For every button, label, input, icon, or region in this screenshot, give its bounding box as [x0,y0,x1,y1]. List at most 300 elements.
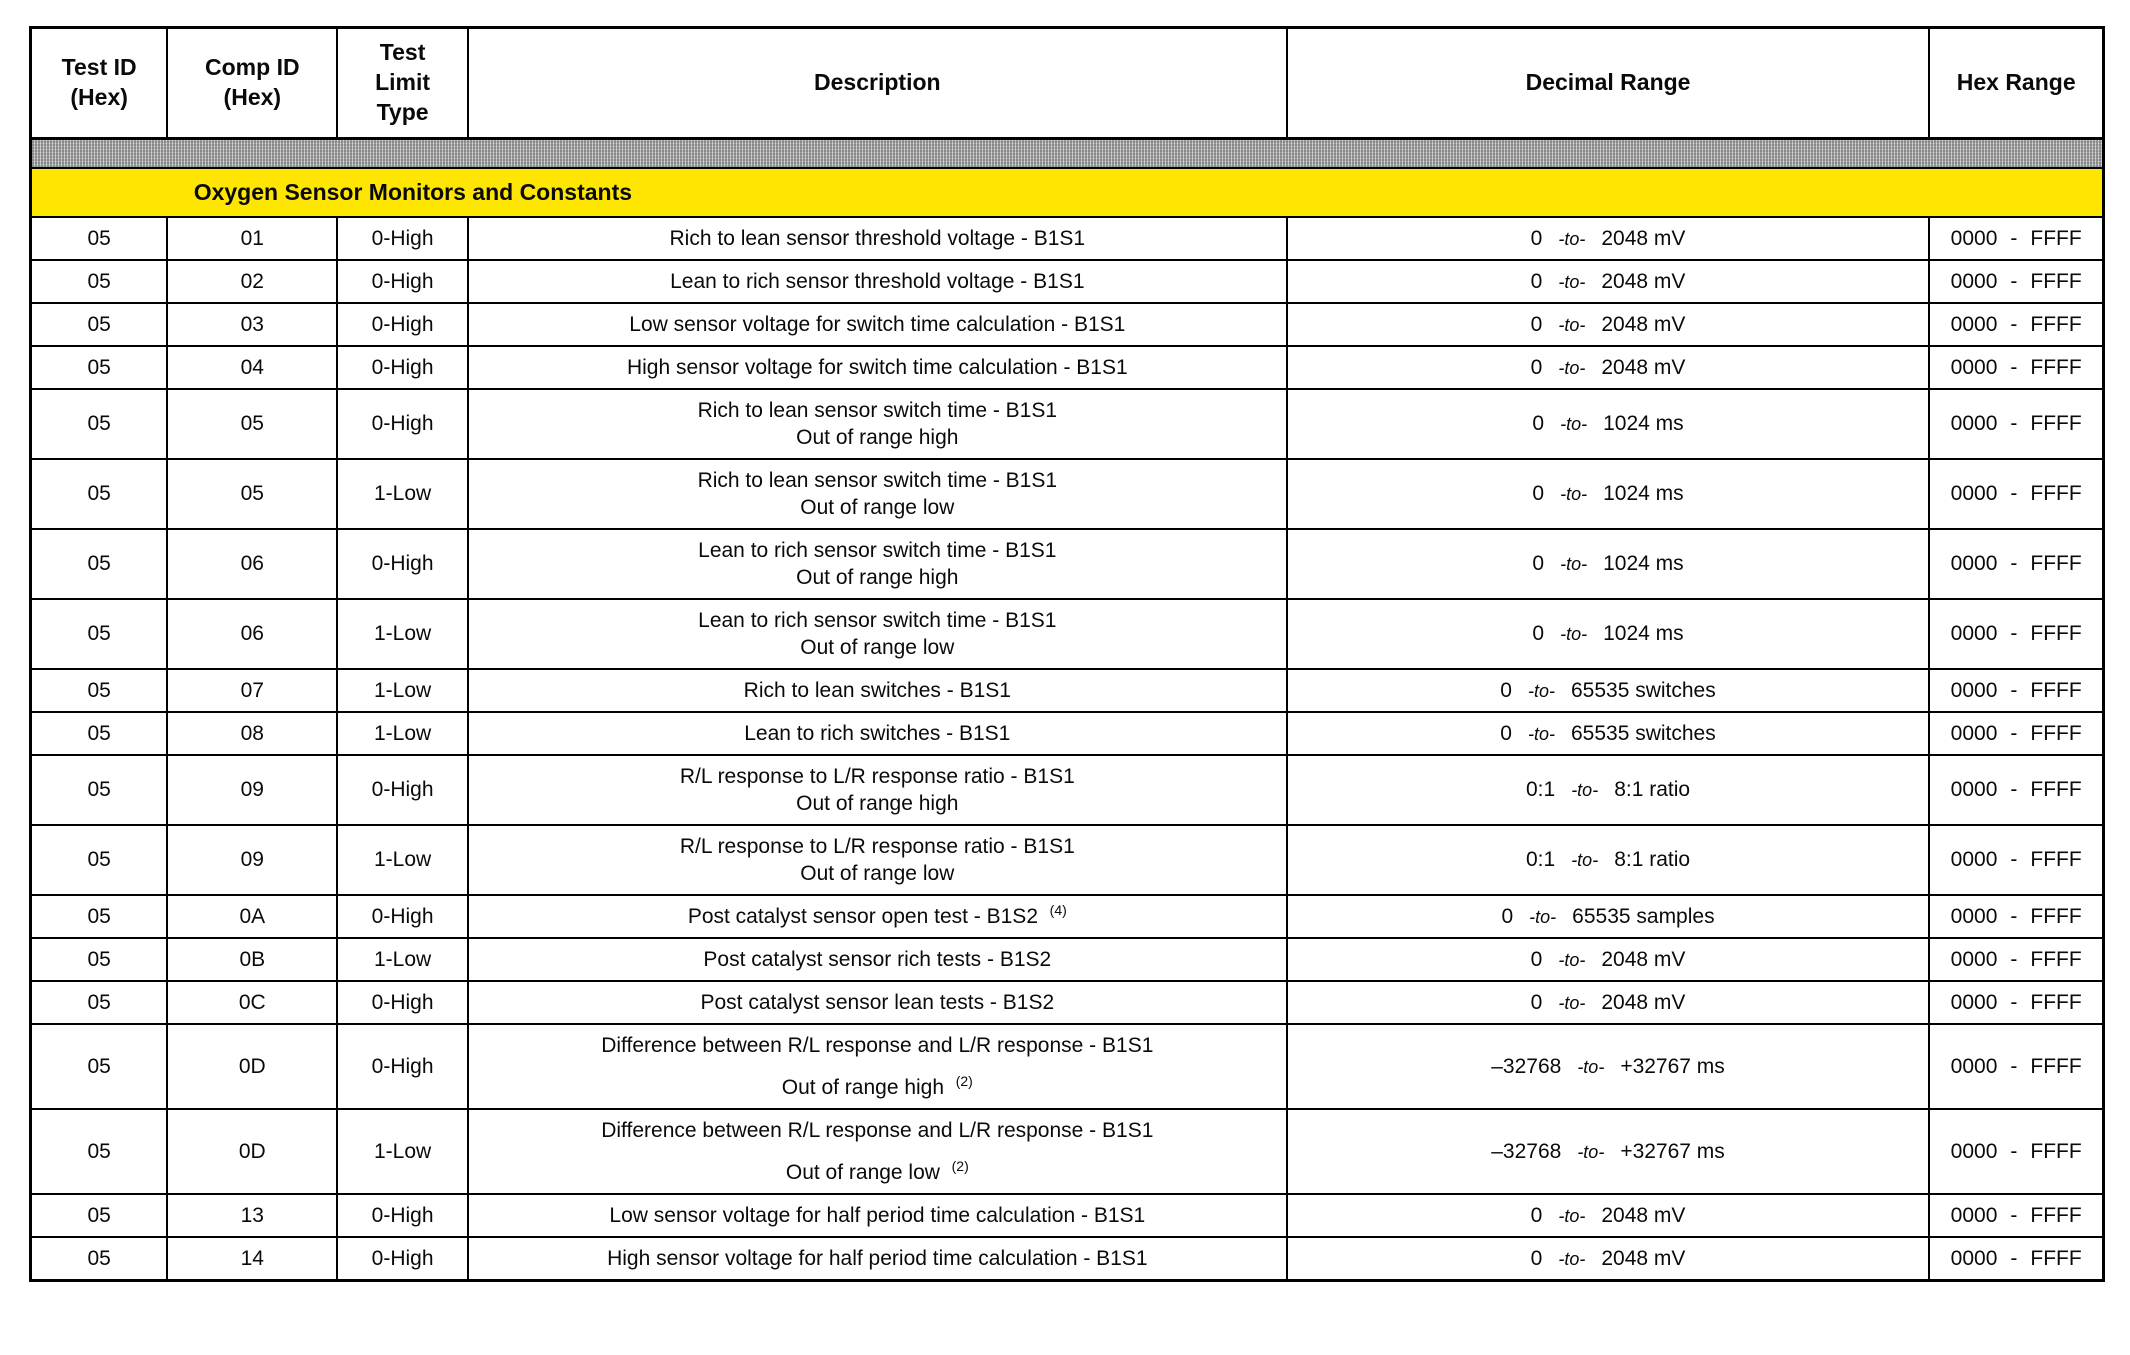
hex-range-cell [1929,1109,2103,1194]
description-text: Post catalyst sensor open test - B1S2 [687,905,1038,929]
test-id-cell: 05 [31,825,168,895]
decimal-to: 1024 ms [1603,412,1684,436]
hex-range-group [1934,270,2098,294]
decimal-range-cell [1287,459,1930,529]
table-row [31,260,2104,303]
limit-type-cell: 0-High [337,389,468,459]
description-text: R/L response to L/R response ratio - B1S1 [679,835,1075,859]
description-text: Lean to rich sensor switch time - B1S1 [698,609,1057,633]
table-row [31,938,2104,981]
comp-id-cell: 09 [167,755,337,825]
hex-separator: - [2010,947,2018,971]
decimal-to: 8:1 ratio [1614,848,1691,872]
comp-id-cell: 05 [167,389,337,459]
description-line [479,1032,1276,1059]
column-header-line: Decimal Range [1525,68,1691,95]
column-header-line: Limit [375,68,431,95]
test-id-cell: 05 [31,260,168,303]
decimal-range-cell [1287,599,1930,669]
hex-to: FFFF [2030,269,2082,293]
hex-range-cell [1929,1024,2103,1109]
hex-range-cell [1929,389,2103,459]
description-line [479,225,1276,252]
hex-from: 0000 [1950,269,1998,293]
comp-id-cell: 01 [167,217,337,260]
description-cell [468,303,1287,346]
column-header [337,28,468,139]
hex-separator: - [2010,904,2018,928]
description-cell [468,599,1287,669]
decimal-range-group [1292,679,1925,703]
table-body [31,138,2104,1281]
table-row [31,825,2104,895]
to-label: -to- [1577,1056,1605,1077]
decimal-range-cell [1287,712,1930,755]
description-line [479,311,1276,338]
comp-id-cell: 06 [167,529,337,599]
hex-range-cell [1929,938,2103,981]
description-line [479,677,1276,704]
to-label: -to- [1571,780,1599,801]
limit-type-cell: 0-High [337,303,468,346]
hex-range-group [1934,722,2098,746]
description-cell [468,669,1287,712]
to-label: -to- [1560,554,1588,575]
comp-id-cell: 14 [167,1237,337,1281]
table-row [31,389,2104,459]
hex-from: 0000 [1950,355,1998,379]
decimal-from: –32768 [1491,1139,1562,1163]
decimal-range-cell [1287,669,1930,712]
hex-separator: - [2010,312,2018,336]
comp-id-cell: 0D [167,1024,337,1109]
hex-separator: - [2010,355,2018,379]
hex-separator: - [2010,848,2018,872]
column-header-line: Description [814,68,941,95]
description-line [479,833,1276,860]
hex-to: FFFF [2030,848,2082,872]
description-cell [468,217,1287,260]
description-text: Out of range high [796,426,959,450]
description-line [479,903,1276,930]
decimal-to: 2048 mV [1601,312,1686,336]
description-text: Rich to lean switches - B1S1 [743,679,1011,703]
column-header-line: Test [379,39,426,65]
test-id-cell: 05 [31,1237,168,1281]
hex-range-group [1934,622,2098,646]
comp-id-cell: 06 [167,599,337,669]
column-header-line: Type [376,98,429,125]
description-text: Lean to rich sensor switch time - B1S1 [698,539,1057,563]
hex-from: 0000 [1950,622,1998,646]
description-cell [468,260,1287,303]
test-id-cell: 05 [31,529,168,599]
limit-type-cell: 0-High [337,217,468,260]
description-line [479,860,1276,887]
hex-range-group [1934,227,2098,251]
hex-from: 0000 [1950,1054,1998,1078]
decimal-from: 0 [1530,1246,1543,1270]
decimal-to: 2048 mV [1601,990,1686,1014]
decimal-range-group [1292,412,1925,436]
footnote-marker: (2) [955,1073,973,1090]
limit-type-cell: 0-High [337,260,468,303]
table-row [31,599,2104,669]
decimal-range-cell [1287,895,1930,938]
hex-to: FFFF [2030,721,2082,745]
decimal-to: 2048 mV [1601,269,1686,293]
hex-range-group [1934,552,2098,576]
decimal-to: 8:1 ratio [1614,778,1691,802]
description-text: Out of range high [796,792,959,816]
decimal-to: 65535 samples [1572,904,1715,928]
hex-range-group [1934,482,2098,506]
test-id-cell: 05 [31,981,168,1024]
description-cell [468,712,1287,755]
description-text: Rich to lean sensor threshold voltage - B1S1 [669,227,1086,251]
test-id-cell: 05 [31,303,168,346]
hex-range-cell [1929,825,2103,895]
description-cell [468,1237,1287,1281]
hex-separator: - [2010,721,2018,745]
table-row [31,669,2104,712]
to-label: -to- [1558,1205,1586,1226]
description-line [479,946,1276,973]
description-text: Low sensor voltage for switch time calculation - B1S1 [629,313,1126,337]
decimal-to: +32767 ms [1620,1054,1725,1078]
limit-type-cell: 0-High [337,1194,468,1237]
comp-id-cell: 07 [167,669,337,712]
hex-from: 0000 [1950,947,1998,971]
comp-id-cell: 0C [167,981,337,1024]
decimal-from: 0 [1530,990,1543,1014]
description-text: Out of range low [785,1161,940,1185]
description-text: Rich to lean sensor switch time - B1S1 [697,399,1058,423]
column-header [31,28,168,139]
hex-separator: - [2010,1203,2018,1227]
limit-type-cell: 0-High [337,755,468,825]
decimal-to: 2048 mV [1601,1246,1686,1270]
to-label: -to- [1560,624,1588,645]
decimal-range-cell [1287,389,1930,459]
hex-separator: - [2010,552,2018,576]
hex-to: FFFF [2030,482,2082,506]
hex-separator: - [2010,226,2018,250]
to-label: -to- [1558,949,1586,970]
hex-separator: - [2010,778,2018,802]
column-header [1929,28,2103,139]
decimal-range-cell [1287,938,1930,981]
description-text: Post catalyst sensor lean tests - B1S2 [700,991,1055,1015]
hex-to: FFFF [2030,312,2082,336]
section-title: Oxygen Sensor Monitors and Constants [31,168,2104,217]
header-row [31,28,2104,139]
to-label: -to- [1558,228,1586,249]
to-label: -to- [1529,906,1557,927]
description-text: Difference between R/L response and L/R response - B1S1 [601,1034,1154,1058]
hex-to: FFFF [2030,552,2082,576]
description-text: Post catalyst sensor rich tests - B1S2 [703,948,1052,972]
decimal-from: 0 [1530,947,1543,971]
decimal-range-group [1292,552,1925,576]
decimal-from: 0 [1532,412,1545,436]
description-text: Out of range high [796,566,959,590]
description-line [479,790,1276,817]
to-label: -to- [1558,357,1586,378]
table-header [31,28,2104,139]
decimal-range-group [1292,270,1925,294]
to-label: -to- [1527,723,1555,744]
table-row [31,895,2104,938]
hex-range-group [1934,991,2098,1015]
description-line [479,607,1276,634]
description-text: Out of range low [800,496,955,520]
decimal-from: 0 [1532,622,1545,646]
table-row [31,1237,2104,1281]
hex-from: 0000 [1950,904,1998,928]
description-cell [468,529,1287,599]
hex-range-cell [1929,755,2103,825]
description-text: Low sensor voltage for half period time calculation - B1S1 [609,1204,1146,1228]
decimal-range-group [1292,1140,1925,1164]
limit-type-cell: 1-Low [337,712,468,755]
limit-type-cell: 0-High [337,346,468,389]
test-id-cell: 05 [31,217,168,260]
comp-id-cell: 04 [167,346,337,389]
decimal-range-group [1292,991,1925,1015]
to-label: -to- [1558,992,1586,1013]
decimal-range-group [1292,622,1925,646]
description-line [479,494,1276,521]
decimal-range-group [1292,948,1925,972]
hex-from: 0000 [1950,412,1998,436]
hex-separator: - [2010,678,2018,702]
decimal-to: +32767 ms [1620,1139,1725,1163]
footnote-marker: (4) [1049,902,1067,919]
hex-range-cell [1929,1194,2103,1237]
test-id-cell: 05 [31,599,168,669]
decimal-from: 0 [1500,721,1512,745]
table-row [31,1109,2104,1194]
decimal-from: 0 [1500,678,1512,702]
hex-range-group [1934,848,2098,872]
to-label: -to- [1560,414,1588,435]
column-header-line: Hex Range [1956,68,2076,95]
test-id-cell: 05 [31,1109,168,1194]
description-cell [468,1194,1287,1237]
hex-separator: - [2010,482,2018,506]
hex-from: 0000 [1950,226,1998,250]
decimal-from: 0 [1530,226,1543,250]
decimal-range-group [1292,356,1925,380]
comp-id-cell: 0A [167,895,337,938]
hex-range-cell [1929,260,2103,303]
table-row [31,981,2104,1024]
description-text: Out of range low [800,862,955,886]
hex-range-cell [1929,529,2103,599]
hex-from: 0000 [1950,721,1998,745]
test-id-cell: 05 [31,755,168,825]
test-id-cell: 05 [31,938,168,981]
limit-type-cell: 1-Low [337,459,468,529]
column-header [468,28,1287,139]
table-row [31,1194,2104,1237]
decimal-from: 0 [1530,1203,1543,1227]
decimal-from: 0 [1501,904,1514,928]
hex-from: 0000 [1950,482,1998,506]
decimal-from: –32768 [1491,1054,1562,1078]
table-row [31,755,2104,825]
to-label: -to- [1571,850,1599,871]
hex-to: FFFF [2030,1139,2082,1163]
hex-range-cell [1929,599,2103,669]
comp-id-cell: 13 [167,1194,337,1237]
decimal-to: 2048 mV [1601,226,1686,250]
decimal-range-cell [1287,346,1930,389]
description-cell [468,1024,1287,1109]
hex-range-group [1934,313,2098,337]
description-cell [468,459,1287,529]
decimal-from: 0:1 [1525,778,1556,802]
hatched-separator-row [31,138,2104,168]
description-text: Difference between R/L response and L/R response - B1S1 [601,1119,1154,1143]
test-id-cell: 05 [31,459,168,529]
hex-from: 0000 [1950,778,1998,802]
decimal-from: 0 [1530,269,1543,293]
test-id-cell: 05 [31,1194,168,1237]
decimal-range-group [1292,905,1925,929]
test-id-cell: 05 [31,895,168,938]
description-line [479,424,1276,451]
description-cell [468,825,1287,895]
section-header-row [31,168,2104,217]
description-text: R/L response to L/R response ratio - B1S1 [679,765,1075,789]
footnote-marker: (2) [951,1158,969,1175]
decimal-to: 1024 ms [1603,482,1684,506]
to-label: -to- [1558,271,1586,292]
hex-range-cell [1929,669,2103,712]
hex-range-cell [1929,1237,2103,1281]
decimal-from: 0:1 [1525,848,1556,872]
decimal-from: 0 [1530,312,1543,336]
description-text: Lean to rich switches - B1S1 [744,722,1011,746]
decimal-range-group [1292,227,1925,251]
decimal-from: 0 [1532,552,1545,576]
decimal-range-cell [1287,1109,1930,1194]
test-id-spec-table [29,26,2105,1282]
hex-from: 0000 [1950,990,1998,1014]
decimal-range-group [1292,1204,1925,1228]
comp-id-cell: 02 [167,260,337,303]
hex-from: 0000 [1950,312,1998,336]
description-text: Out of range low [800,636,955,660]
to-label: -to- [1527,680,1555,701]
limit-type-cell: 0-High [337,895,468,938]
decimal-range-group [1292,1247,1925,1271]
description-line [479,1074,1276,1101]
description-line [479,1202,1276,1229]
description-line [479,1245,1276,1272]
hex-separator: - [2010,1054,2018,1078]
hex-from: 0000 [1950,1203,1998,1227]
test-id-cell: 05 [31,1024,168,1109]
table-row [31,346,2104,389]
table-row [31,459,2104,529]
limit-type-cell: 0-High [337,1024,468,1109]
limit-type-cell: 0-High [337,1237,468,1281]
description-text: Out of range high [781,1076,945,1100]
hex-to: FFFF [2030,1203,2082,1227]
hex-range-group [1934,948,2098,972]
limit-type-cell: 1-Low [337,1109,468,1194]
hex-separator: - [2010,990,2018,1014]
test-id-cell: 05 [31,669,168,712]
hex-to: FFFF [2030,226,2082,250]
decimal-to: 1024 ms [1603,622,1684,646]
hex-range-cell [1929,217,2103,260]
hex-range-group [1934,412,2098,436]
hex-range-cell [1929,346,2103,389]
hex-to: FFFF [2030,622,2082,646]
decimal-to: 1024 ms [1603,552,1684,576]
decimal-from: 0 [1532,482,1545,506]
decimal-range-cell [1287,217,1930,260]
decimal-range-group [1292,313,1925,337]
decimal-from: 0 [1530,355,1543,379]
hex-range-group [1934,679,2098,703]
column-header-line: Comp ID [205,53,300,80]
hex-separator: - [2010,269,2018,293]
description-line [479,634,1276,661]
hex-from: 0000 [1950,678,1998,702]
decimal-range-cell [1287,755,1930,825]
column-header [1287,28,1930,139]
decimal-to: 2048 mV [1601,355,1686,379]
description-cell [468,346,1287,389]
column-header-line: (Hex) [223,83,282,110]
hex-to: FFFF [2030,778,2082,802]
decimal-range-group [1292,848,1925,872]
description-cell [468,895,1287,938]
test-id-cell: 05 [31,389,168,459]
hex-from: 0000 [1950,848,1998,872]
description-line [479,467,1276,494]
limit-type-cell: 0-High [337,529,468,599]
limit-type-cell: 1-Low [337,938,468,981]
hex-range-group [1934,1140,2098,1164]
decimal-range-group [1292,778,1925,802]
decimal-range-cell [1287,529,1930,599]
table-row [31,1024,2104,1109]
description-line [479,397,1276,424]
comp-id-cell: 0B [167,938,337,981]
comp-id-cell: 03 [167,303,337,346]
to-label: -to- [1558,314,1586,335]
hex-range-group [1934,905,2098,929]
hex-to: FFFF [2030,678,2082,702]
description-text: High sensor voltage for half period time calculation - B1S1 [607,1247,1148,1271]
description-cell [468,981,1287,1024]
to-label: -to- [1558,1248,1586,1269]
to-label: -to- [1577,1141,1605,1162]
hex-range-cell [1929,981,2103,1024]
hex-range-cell [1929,459,2103,529]
description-text: Lean to rich sensor threshold voltage - B1S1 [670,270,1085,294]
comp-id-cell: 05 [167,459,337,529]
decimal-range-cell [1287,260,1930,303]
hex-range-cell [1929,895,2103,938]
comp-id-cell: 09 [167,825,337,895]
